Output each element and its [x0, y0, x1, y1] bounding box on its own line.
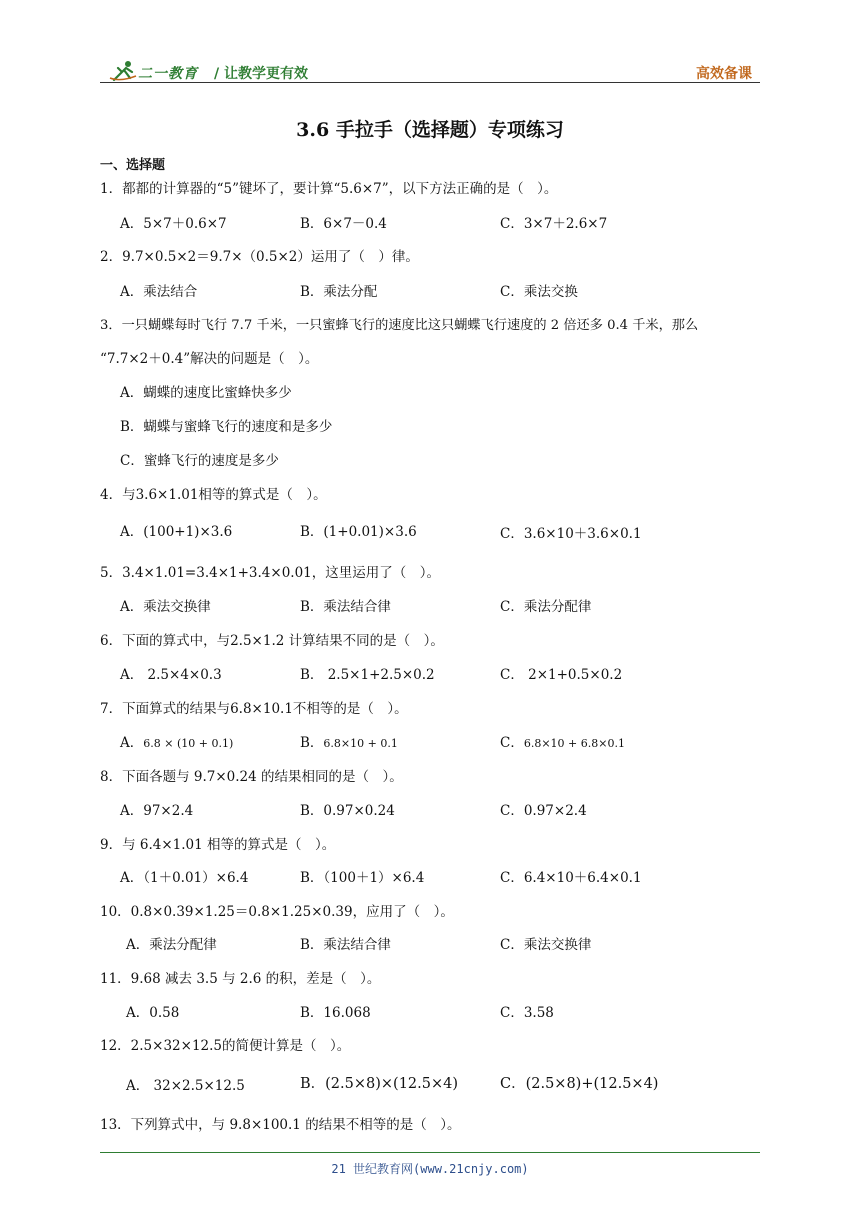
q5-option-a[interactable]: A．乘法交换律	[120, 599, 211, 615]
q7-option-a-label: A．	[120, 735, 144, 751]
q9-option-b[interactable]: B．（100＋1）×6.4	[300, 870, 425, 886]
q7-option-a-expr: 6.8 × (10 + 0.1)	[143, 737, 234, 750]
page-title: 3.6 手拉手（选择题）专项练习	[296, 119, 564, 141]
q9-option-c[interactable]: C．6.4×10＋6.4×0.1	[500, 870, 642, 886]
q7-option-c-expr: 6.8×10 + 6.8×0.1	[523, 737, 625, 750]
q8-option-a[interactable]: A．97×2.4	[120, 803, 194, 819]
q4-option-a[interactable]: A．(100+1)×3.6	[120, 524, 233, 540]
logo-name: 二一教育	[138, 66, 198, 82]
question-13: 13．下列算式中，与 9.8×100.1 的结果不相等的是（ ）。	[100, 1117, 461, 1133]
question-5: 5．3.4×1.01=3.4×1+3.4×0.01，这里运用了（ ）。	[100, 565, 441, 581]
question-7: 7．下面算式的结果与6.8×10.1不相等的是（ ）。	[100, 701, 408, 717]
section-heading: 一、选择题	[100, 158, 166, 173]
q2-option-a[interactable]: A．乘法结合	[120, 284, 198, 300]
question-6: 6．下面的算式中，与2.5×1.2 计算结果不同的是（ ）。	[100, 633, 444, 649]
q8-option-b[interactable]: B．0.97×0.24	[300, 803, 395, 819]
q10-option-c[interactable]: C．乘法交换律	[500, 937, 592, 953]
header-slogan: / 让教学更有效	[214, 66, 308, 82]
q2-option-c[interactable]: C．乘法交换	[500, 284, 578, 300]
q7-option-b[interactable]	[300, 731, 398, 751]
question-3: 3．一只蝴蝶每时飞行 7.7 千米，一只蜜蜂飞行的速度比这只蝴蝶飞行速度的 2 倍还多 0.4 千米，那么	[100, 318, 699, 333]
q1-option-a[interactable]: A．5×7＋0.6×7	[120, 216, 227, 232]
q3-option-a[interactable]: A．蝴蝶的速度比蜜蜂快多少	[120, 385, 292, 401]
question-11: 11．9.68 减去 3.5 与 2.6 的积，差是（ ）。	[100, 971, 381, 987]
q7-option-c-label: C．	[500, 735, 524, 751]
q3-option-b[interactable]: B．蝴蝶与蜜蜂飞行的速度和是多少	[120, 419, 333, 435]
footer-divider	[100, 1152, 760, 1153]
question-2: 2．9.7×0.5×2＝9.7×（0.5×2）运用了（ ）律。	[100, 249, 419, 265]
q7-option-a[interactable]	[120, 731, 233, 751]
q10-option-a[interactable]: A．乘法分配律	[126, 937, 217, 953]
q11-option-b[interactable]: B．16.068	[300, 1005, 371, 1021]
q2-option-b[interactable]: B．乘法分配	[300, 284, 378, 300]
question-3-line2: “7.7×2＋0.4”解决的问题是（ ）。	[100, 351, 319, 367]
q4-option-c[interactable]: C．3.6×10＋3.6×0.1	[500, 526, 642, 542]
q1-option-c[interactable]: C．3×7＋2.6×7	[500, 216, 608, 232]
q1-option-b[interactable]: B．6×7－0.4	[300, 216, 387, 232]
q7-option-b-expr: 6.8×10 + 0.1	[323, 737, 398, 750]
q4-option-b[interactable]: B．(1+0.01)×3.6	[300, 524, 417, 540]
question-10: 10．0.8×0.39×1.25＝0.8×1.25×0.39，应用了（ ）。	[100, 904, 454, 920]
q8-option-c[interactable]: C．0.97×2.4	[500, 803, 587, 819]
question-1: 1．都都的计算器的“5”键坏了，要计算“5.6×7”，以下方法正确的是（ ）。	[100, 181, 558, 197]
q7-option-c[interactable]	[500, 731, 625, 751]
q6-option-a[interactable]: A． 2.5×4×0.3	[120, 667, 222, 683]
question-9: 9．与 6.4×1.01 相等的算式是（ ）。	[100, 837, 336, 853]
q3-option-c[interactable]: C．蜜蜂飞行的速度是多少	[120, 453, 279, 469]
q11-option-c[interactable]: C．3.58	[500, 1005, 554, 1021]
q6-option-b[interactable]: B． 2.5×1+2.5×0.2	[300, 667, 435, 683]
page-footer: 21 世纪教育网(www.21cnjy.com)	[331, 1162, 529, 1176]
header-right-label: 高效备课	[696, 66, 752, 82]
q12-option-c[interactable]: C．(2.5×8)+(12.5×4)	[500, 1076, 659, 1092]
q12-option-a[interactable]: A． 32×2.5×12.5	[126, 1078, 245, 1094]
q6-option-c[interactable]: C． 2×1+0.5×0.2	[500, 667, 623, 683]
q12-option-b[interactable]: B．(2.5×8)×(12.5×4)	[300, 1076, 459, 1092]
q7-option-b-label: B．	[300, 735, 324, 751]
header-divider	[100, 82, 760, 83]
q5-option-c[interactable]: C．乘法分配律	[500, 599, 592, 615]
q11-option-a[interactable]: A．0.58	[126, 1005, 180, 1021]
question-12: 12．2.5×32×12.5的简便计算是（ ）。	[100, 1038, 351, 1054]
question-4: 4．与3.6×1.01相等的算式是（ ）。	[100, 487, 327, 503]
q9-option-a[interactable]: A．（1＋0.01）×6.4	[120, 870, 249, 886]
question-8: 8．下面各题与 9.7×0.24 的结果相同的是（ ）。	[100, 769, 403, 785]
q5-option-b[interactable]: B．乘法结合律	[300, 599, 391, 615]
q10-option-b[interactable]: B．乘法结合律	[300, 937, 391, 953]
